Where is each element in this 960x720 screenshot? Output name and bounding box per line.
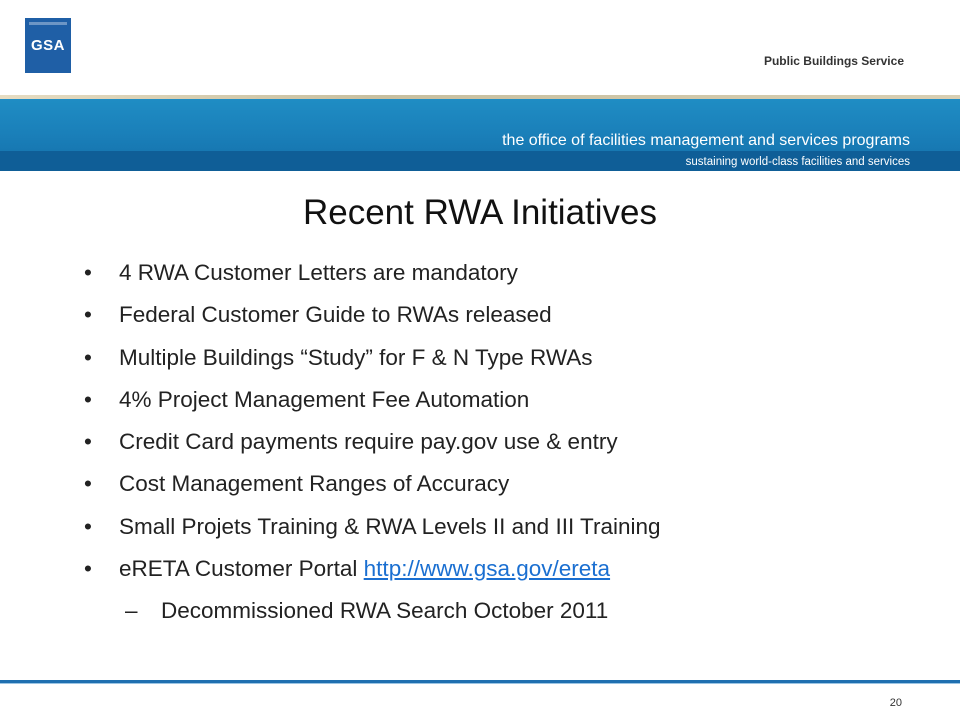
bullet-item: • Cost Management Ranges of Accuracy (84, 468, 944, 510)
header-banner (0, 99, 960, 171)
bullet-item: • Federal Customer Guide to RWAs released (84, 299, 944, 341)
banner-strip (0, 151, 960, 171)
slide-title: Recent RWA Initiatives (302, 193, 658, 232)
org-name: Public Buildings Service (763, 54, 904, 68)
bullet-list (84, 257, 944, 595)
page-number: 20 (889, 697, 902, 709)
ereta-link[interactable]: http://www.gsa.gov/ereta (363, 556, 611, 582)
footer-divider-light (0, 683, 960, 684)
banner-tagline: the office of facilities management and services programs (502, 132, 910, 149)
gsa-logo-text: GSA (30, 37, 65, 54)
gsa-logo (25, 18, 71, 73)
sub-bullet-dash: – (125, 598, 138, 623)
banner-subtagline: sustaining world-class facilities and services (685, 156, 910, 168)
sub-bullet-item (125, 595, 608, 627)
sub-bullet-text: Decommissioned RWA Search October 2011 (161, 598, 609, 623)
bullet-item: • Multiple Buildings “Study” for F & N Type RWAs (84, 342, 944, 384)
bullet-item: • Small Projets Training & RWA Levels II and III Training (84, 511, 944, 553)
bullet-item-portal (84, 553, 944, 595)
bullet-item: • Credit Card payments require pay.gov use & entry (84, 426, 944, 468)
portal-label: eRETA Customer Portal (119, 556, 364, 582)
bullet-item: • 4% Project Management Fee Automation (84, 384, 944, 426)
bullet-item: • 4 RWA Customer Letters are mandatory (84, 257, 944, 299)
